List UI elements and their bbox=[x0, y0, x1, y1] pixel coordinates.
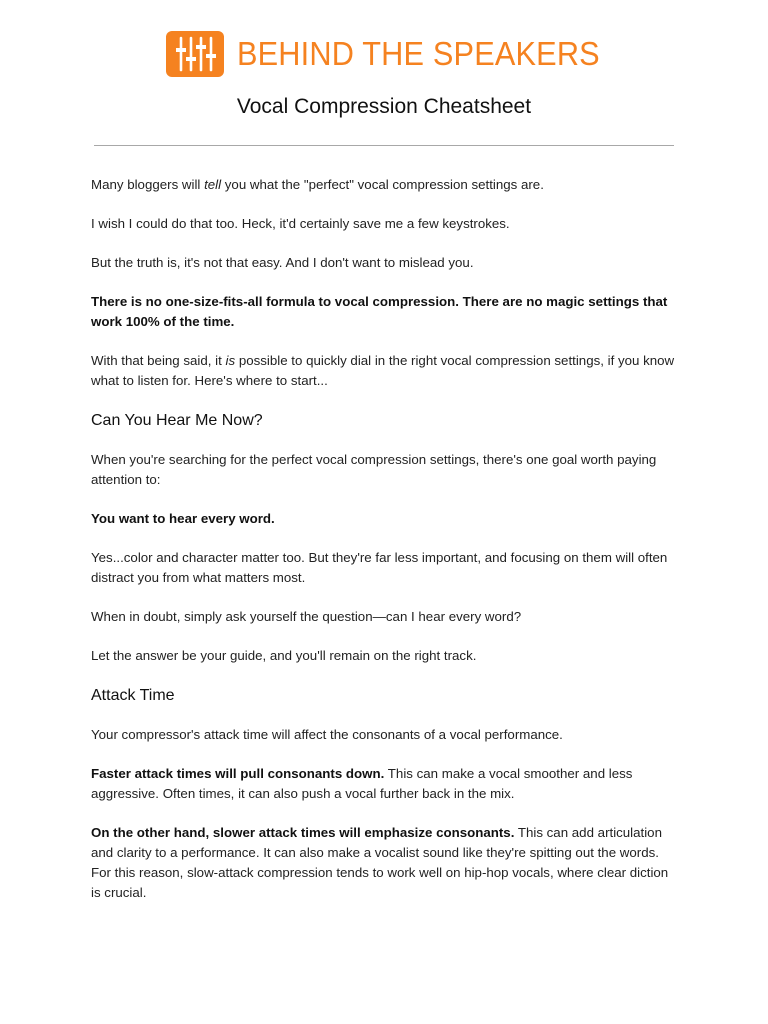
section1-bold-statement: You want to hear every word. bbox=[91, 511, 275, 526]
fader-sliders-icon bbox=[166, 31, 224, 77]
section2-paragraph-1: Your compressor's attack time will affect the consonants of a vocal performance. bbox=[91, 727, 563, 742]
section-heading-hear-me: Can You Hear Me Now? bbox=[91, 412, 263, 429]
page-title: Vocal Compression Cheatsheet bbox=[236, 95, 532, 118]
title-divider bbox=[94, 145, 674, 146]
section1-paragraph-1: When you're searching for the perfect vocal compression settings, there's one goal worth paying attention to: bbox=[91, 452, 657, 487]
section1-paragraph-4: When in doubt, simply ask yourself the question—can I hear every word? bbox=[91, 609, 522, 624]
section1-paragraph-3: Yes...color and character matter too. But they're far less important, and focusing on them will often distract you from what matters most. bbox=[91, 550, 668, 585]
intro-paragraph-2: I wish I could do that too. Heck, it'd certainly save me a few keystrokes. bbox=[91, 216, 510, 231]
brand-header bbox=[166, 31, 627, 77]
section2-paragraph-2: Faster attack times will pull consonants down. This can make a vocal smoother and less aggressive. Often times, it can also push a vocal further back in the mix. bbox=[91, 766, 633, 801]
brand-name: BEHIND THE SPEAKERS bbox=[237, 35, 600, 72]
section1-paragraph-5: Let the answer be your guide, and you'll remain on the right track. bbox=[91, 648, 477, 663]
document-body bbox=[91, 175, 681, 922]
section2-paragraph-3: On the other hand, slower attack times will emphasize consonants. This can add articulation and clarity to a performance. It can also make a vocalist sound like they're spitting out the words. For this reason, slow-attack compression tends to work well on hip-hop vocals, where clear diction is crucial. bbox=[91, 825, 669, 900]
intro-bold-statement: There is no one-size-fits-all formula to vocal compression. There are no magic settings that work 100% of the time. bbox=[91, 294, 668, 329]
section-heading-attack-time: Attack Time bbox=[91, 687, 175, 704]
intro-paragraph-1: Many bloggers will tell you what the "perfect" vocal compression settings are. bbox=[91, 177, 544, 192]
intro-paragraph-5: With that being said, it is possible to quickly dial in the right vocal compression settings, if you know what to listen for. Here's where to start... bbox=[91, 353, 675, 388]
intro-paragraph-3: But the truth is, it's not that easy. And I don't want to mislead you. bbox=[91, 255, 474, 270]
